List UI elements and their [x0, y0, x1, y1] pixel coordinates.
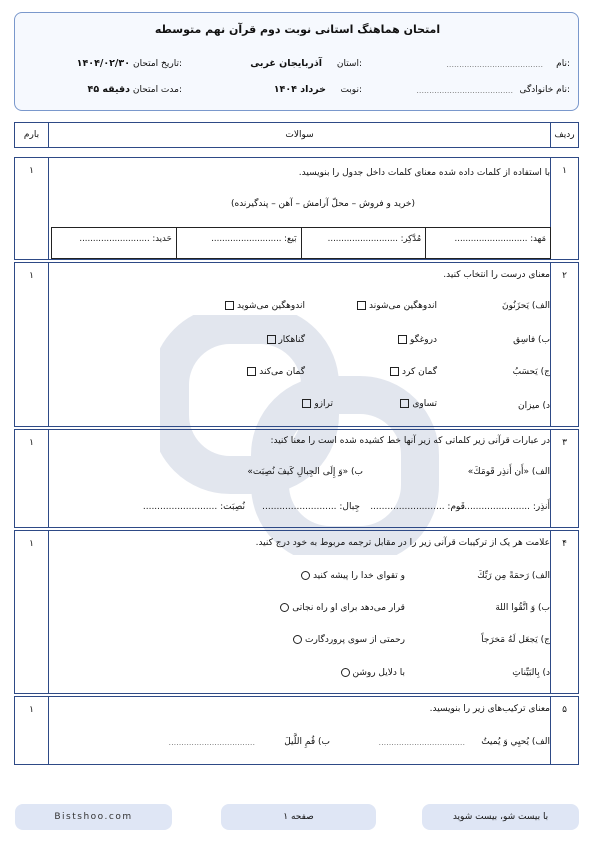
q2-row-b-option-2[interactable]: گناهکار — [267, 335, 305, 345]
family-label: نام خانوادگی: — [519, 85, 570, 95]
page-number: صفحه ۱ — [283, 812, 314, 822]
q4-left-b: ب) وَ اتَّقُوا اللهَ — [495, 603, 550, 613]
q2-row-a-label: الف) يَحزَنُونَ — [502, 301, 550, 311]
q5-item-b: ب) قُمِ اللَّيلَ — [284, 737, 330, 747]
question-2-score: ۱ — [29, 271, 34, 281]
question-3-score: ۱ — [29, 438, 34, 448]
q4-right-1[interactable]: و تقوای خدا را پیشه کنید — [301, 571, 405, 581]
footer-slogan-badge — [422, 804, 579, 830]
question-2-text: معنای درست را انتخاب کنید. — [443, 270, 550, 280]
session-label: نوبت: — [340, 85, 362, 95]
row-column-header: ردیف — [550, 123, 578, 147]
circle-icon[interactable] — [293, 635, 302, 644]
q3-answer-jibal[interactable]: جِبال: .......................... — [262, 502, 360, 512]
word-cell-muddakir[interactable]: مُدَّکِر: .......................... — [301, 228, 426, 258]
checkbox-icon[interactable] — [400, 399, 409, 408]
checkbox-icon[interactable] — [302, 399, 311, 408]
q3-answer-qawm[interactable]: قَوم: .......................... — [370, 502, 465, 512]
province-value: آذربایجان غربی — [250, 58, 322, 69]
duration-value: ۴۵ دقیقه — [87, 84, 130, 95]
question-1-word-table — [51, 227, 551, 259]
q4-right-2[interactable]: قرار می‌دهد برای او راه نجاتی — [280, 603, 405, 613]
question-5-number: ۵ — [562, 705, 567, 715]
question-1-text: با استفاده از کلمات داده شده معنای کلمات داخل جدول را بنویسید. — [298, 168, 550, 178]
date-label: تاریخ امتحان: — [132, 59, 182, 69]
q2-row-d-label: د) ميزان — [518, 401, 550, 411]
question-1-score: ۱ — [29, 166, 34, 176]
q5-item-a: الف) يُحيِي وَ يُميتُ — [481, 737, 550, 747]
q2-row-a-option-1[interactable]: اندوهگین می‌شوند — [357, 301, 437, 311]
question-1-number: ۱ — [562, 166, 567, 176]
q2-row-d-option-1[interactable]: تساوی — [400, 399, 437, 409]
exam-title: امتحان هماهنگ استانی نوبت دوم قرآن نهم متوسطه — [154, 23, 441, 36]
grade-column-header: بارم — [15, 123, 49, 147]
circle-icon[interactable] — [301, 571, 310, 580]
q4-left-a: الف) رَحمَةً مِن رَبِّكَ — [477, 571, 550, 581]
checkbox-icon[interactable] — [225, 301, 234, 310]
questions-column-header: سوالات — [285, 130, 314, 140]
question-5-text: معنای ترکیب‌های زیر را بنویسید. — [429, 704, 550, 714]
checkbox-icon[interactable] — [357, 301, 366, 310]
circle-icon[interactable] — [341, 668, 350, 677]
q4-right-3[interactable]: رحمتی از سوی پروردگارت — [293, 635, 405, 645]
question-3-number: ۳ — [562, 438, 567, 448]
question-3-text: در عبارات قرآنی زیر کلماتی که زیر آنها خط کشیده شده است را معنا کنید: — [270, 436, 550, 446]
checkbox-icon[interactable] — [390, 367, 399, 376]
q2-row-a-option-2[interactable]: اندوهگین می‌شوید — [225, 301, 305, 311]
question-5-score: ۱ — [29, 705, 34, 715]
q2-row-c-option-1[interactable]: گمان کرد — [390, 367, 437, 377]
q2-row-b-option-1[interactable]: دروغگو — [398, 335, 437, 345]
date-value: ۱۴۰۴/۰۲/۳۰ — [76, 58, 130, 69]
word-cell-hadid[interactable]: حَدید: .......................... — [79, 234, 172, 244]
q5-answer-b[interactable]: .................................. — [168, 738, 255, 747]
question-4-number: ۴ — [562, 539, 567, 549]
exam-header — [14, 12, 579, 111]
q2-row-c-option-2[interactable]: گمان می‌کند — [247, 367, 305, 377]
q5-answer-a[interactable]: .................................. — [378, 738, 465, 747]
name-label: نام: — [556, 59, 570, 69]
q3-answer-nusibat[interactable]: نُصِبَت: .......................... — [142, 502, 245, 512]
province-label: استان: — [336, 59, 362, 69]
q2-row-d-option-2[interactable]: ترازو — [302, 399, 333, 409]
name-field[interactable]: ...................................... — [446, 60, 543, 69]
question-3-phrase-a: الف) «أَن أَنذِر قَومَكَ» — [467, 467, 550, 477]
checkbox-icon[interactable] — [398, 335, 407, 344]
q4-right-4[interactable]: با دلایل روشن — [341, 668, 405, 678]
word-cell-bay[interactable]: بَیع: .......................... — [176, 228, 301, 258]
family-field[interactable]: ...................................... — [416, 86, 513, 95]
word-cell-mahd[interactable]: مَهد: ........................... — [425, 228, 550, 258]
footer-site-badge[interactable] — [15, 804, 172, 830]
q2-row-b-label: ب) فاسِق — [513, 335, 550, 345]
question-4-score: ۱ — [29, 539, 34, 549]
duration-label: مدت امتحان: — [132, 85, 182, 95]
question-2-number: ۲ — [562, 271, 567, 281]
q4-left-c: ج) يَجعَل لَهُ مَخرَجاً — [481, 635, 550, 645]
table-header — [14, 122, 579, 148]
footer-slogan: با بیست شو، بیست شوید — [452, 812, 549, 822]
question-1-words: (خرید و فروش – محلّ آرامش – آهن – پندگیرنده) — [230, 199, 415, 209]
question-3-phrase-b: ب) «وَ إِلَى الجِبالِ كَيفَ نُصِبَت» — [247, 467, 363, 477]
session-value: خرداد ۱۴۰۴ — [273, 84, 326, 95]
question-4-text: علامت هر یک از ترکیبات قرآنی زیر را در مقابل ترجمه مربوط به خود درج کنید. — [255, 538, 550, 548]
footer-page-badge — [221, 804, 376, 830]
checkbox-icon[interactable] — [267, 335, 276, 344]
q3-answer-anzir[interactable]: أَنذِر: .......................... — [455, 502, 550, 512]
footer-site-link[interactable]: Bistshoo.com — [54, 812, 133, 822]
q4-left-d: د) بِالبَيِّناتِ — [512, 668, 550, 678]
q2-row-c-label: ج) يَحسَبُ — [512, 367, 550, 377]
checkbox-icon[interactable] — [247, 367, 256, 376]
circle-icon[interactable] — [280, 603, 289, 612]
